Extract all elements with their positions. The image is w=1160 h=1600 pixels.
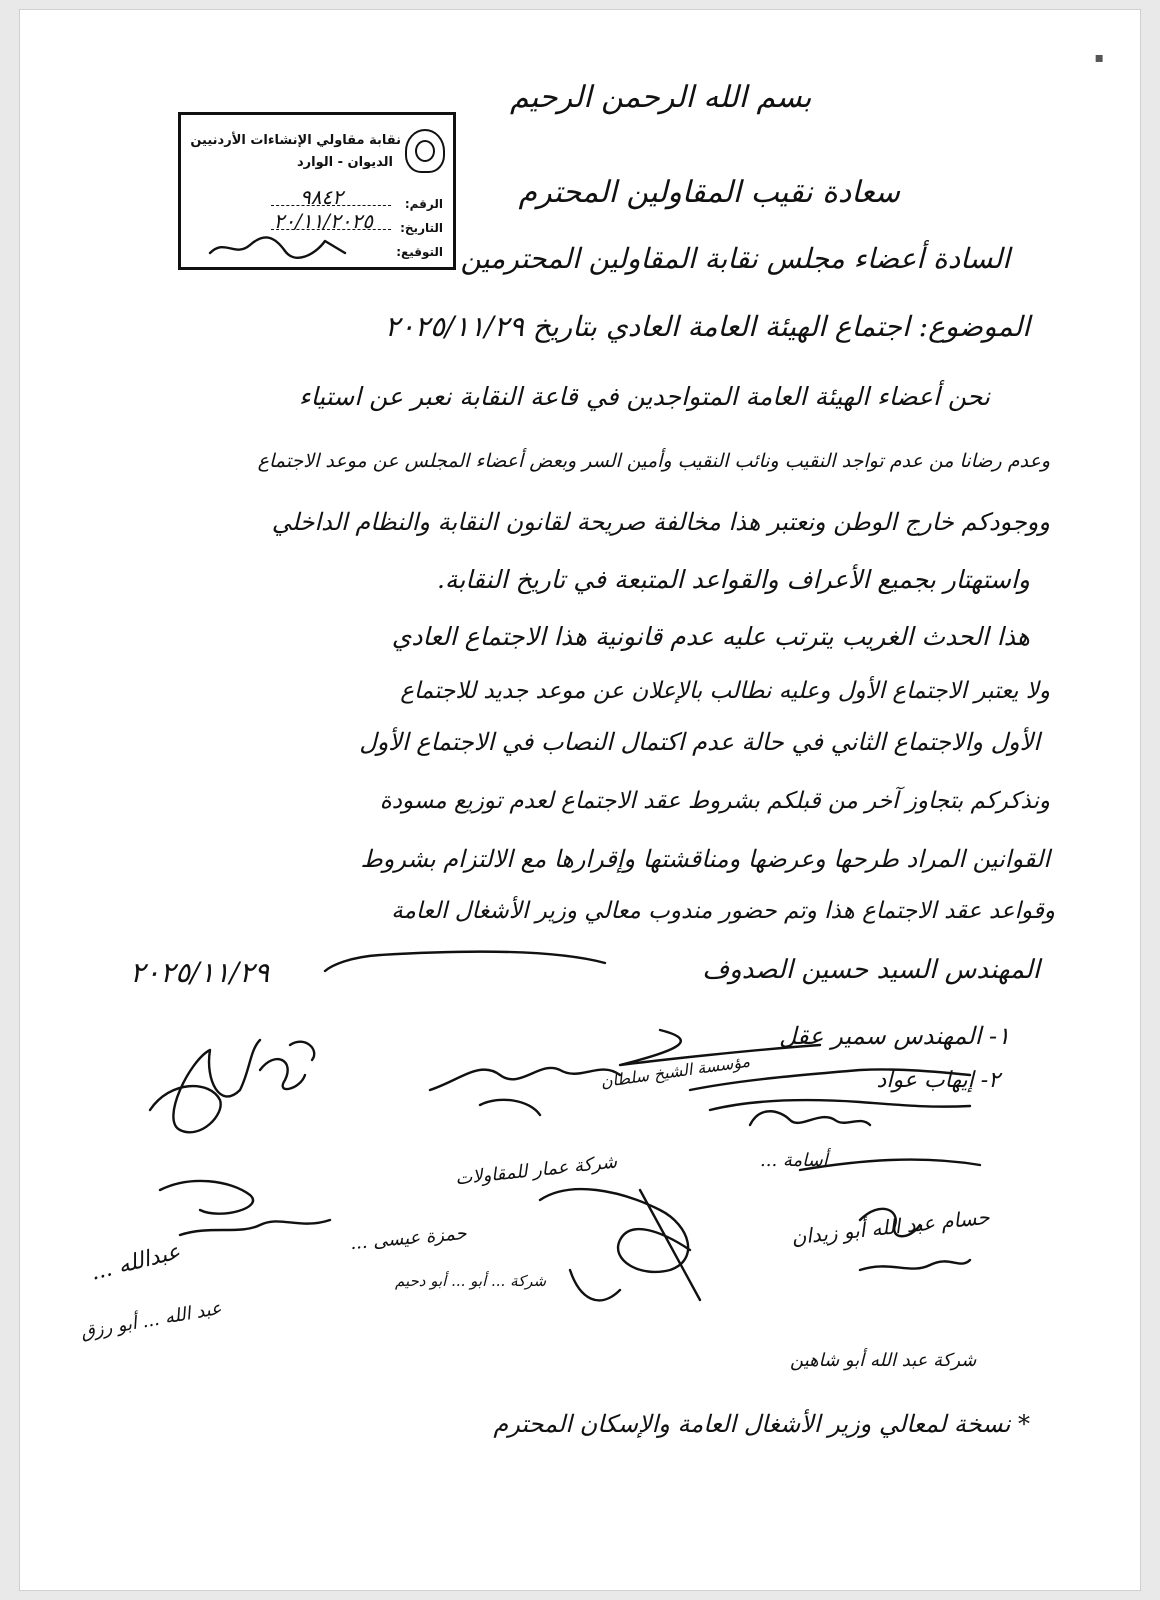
stamp-date-label: التاريخ: (400, 221, 443, 235)
signatory-4: شركة عمار للمقاولات (454, 1151, 618, 1190)
body-line-10: وقواعد عقد الاجتماع هذا وتم حضور مندوب معالي وزير الأشغال العامة (391, 898, 1055, 924)
body-line-1: نحن أعضاء الهيئة العامة المتواجدين في قاعة النقابة نعبر عن استياء (298, 382, 990, 411)
body-line-9: القوانين المراد طرحها وعرضها ومناقشتها وإقرارها مع الالتزام بشروط (360, 845, 1050, 873)
incoming-registry-stamp (178, 112, 456, 270)
signatory-7: عبدالله ... (88, 1239, 183, 1286)
body-line-6: ولا يعتبر الاجتماع الأول وعليه نطالب بالإعلان عن موعد جديد للاجتماع (400, 678, 1050, 704)
signatory-1: ١- المهندس سمير عقل (778, 1022, 1010, 1050)
body-line-5: هذا الحدث الغريب يترتب عليه عدم قانونية هذا الاجتماع العادي (391, 622, 1030, 651)
stamp-signature-label: التوقيع: (396, 245, 443, 259)
date-underline-stroke (320, 945, 610, 975)
body-line-4: واستهتار بجميع الأعراف والقواعد المتبعة في تاريخ النقابة. (436, 565, 1030, 594)
signatory-10: عبد الله ... أبو رزق (79, 1297, 224, 1344)
stamp-number-label: الرقم: (404, 197, 443, 211)
body-line-8: ونذكركم بتجاوز آخر من قبلكم بشروط عقد الاجتماع لعدم توزيع مسودة (379, 788, 1050, 814)
recipient-line-2: السادة أعضاء مجلس نقابة المقاولين المحترمين (460, 242, 1010, 275)
recipient-line: سعادة نقيب المقاولين المحترم (518, 175, 900, 210)
signatory-2: ٢- إيهاب عواد (876, 1068, 1000, 1093)
stamp-title: نقابة مقاولي الإنشاءات الأردنيين (190, 133, 401, 148)
signatory-5: أسامة ... (760, 1150, 828, 1171)
signatory-9: شركة عبد الله أبو شاهين (790, 1350, 977, 1371)
letter-date: ٢٠٢٥/١١/٢٩ (130, 956, 270, 989)
stamp-subtitle: الديوان - الوارد (297, 155, 393, 170)
signatory-11: شركة ... أبو ... أبو دحيم (395, 1272, 547, 1290)
signatory-3: مؤسسة الشيخ سلطان (599, 1051, 752, 1092)
basmala: بسم الله الرحمن الرحيم (510, 80, 812, 115)
body-line-2: وعدم رضانا من عدم تواجد النقيب ونائب النقيب وأمين السر وبعض أعضاء المجلس عن موعد الاجتماع (257, 450, 1050, 472)
cc-line: * نسخة لمعالي وزير الأشغال العامة والإسكان المحترم (493, 1410, 1030, 1438)
signatory-8: حمزة عيسى ... (349, 1222, 468, 1255)
body-line-7: الأول والاجتماع الثاني في حالة عدم اكتمال النصاب في الاجتماع الأول (359, 728, 1040, 756)
stamp-signature (205, 233, 355, 263)
body-line-11: المهندس السيد حسين الصدوف (702, 955, 1040, 985)
stamp-number-value: ٩٨٤٢ (300, 185, 343, 209)
signatory-6: حسام عبد الله أبو زيدان (790, 1204, 991, 1250)
page-corner-mark: ▪ (1094, 50, 1104, 66)
body-line-3: ووجودكم خارج الوطن ونعتبر هذا مخالفة صريحة لقانون النقابة والنظام الداخلي (271, 508, 1050, 536)
signature-scribbles (100, 1020, 1000, 1340)
syndicate-logo-icon (405, 129, 445, 173)
subject-line: الموضوع: اجتماع الهيئة العامة العادي بتاريخ ٢٠٢٥/١١/٢٩ (384, 310, 1030, 343)
scanned-letter-page (20, 10, 1140, 1590)
stamp-date-value: ٢٠/١١/٢٠٢٥ (273, 209, 373, 233)
